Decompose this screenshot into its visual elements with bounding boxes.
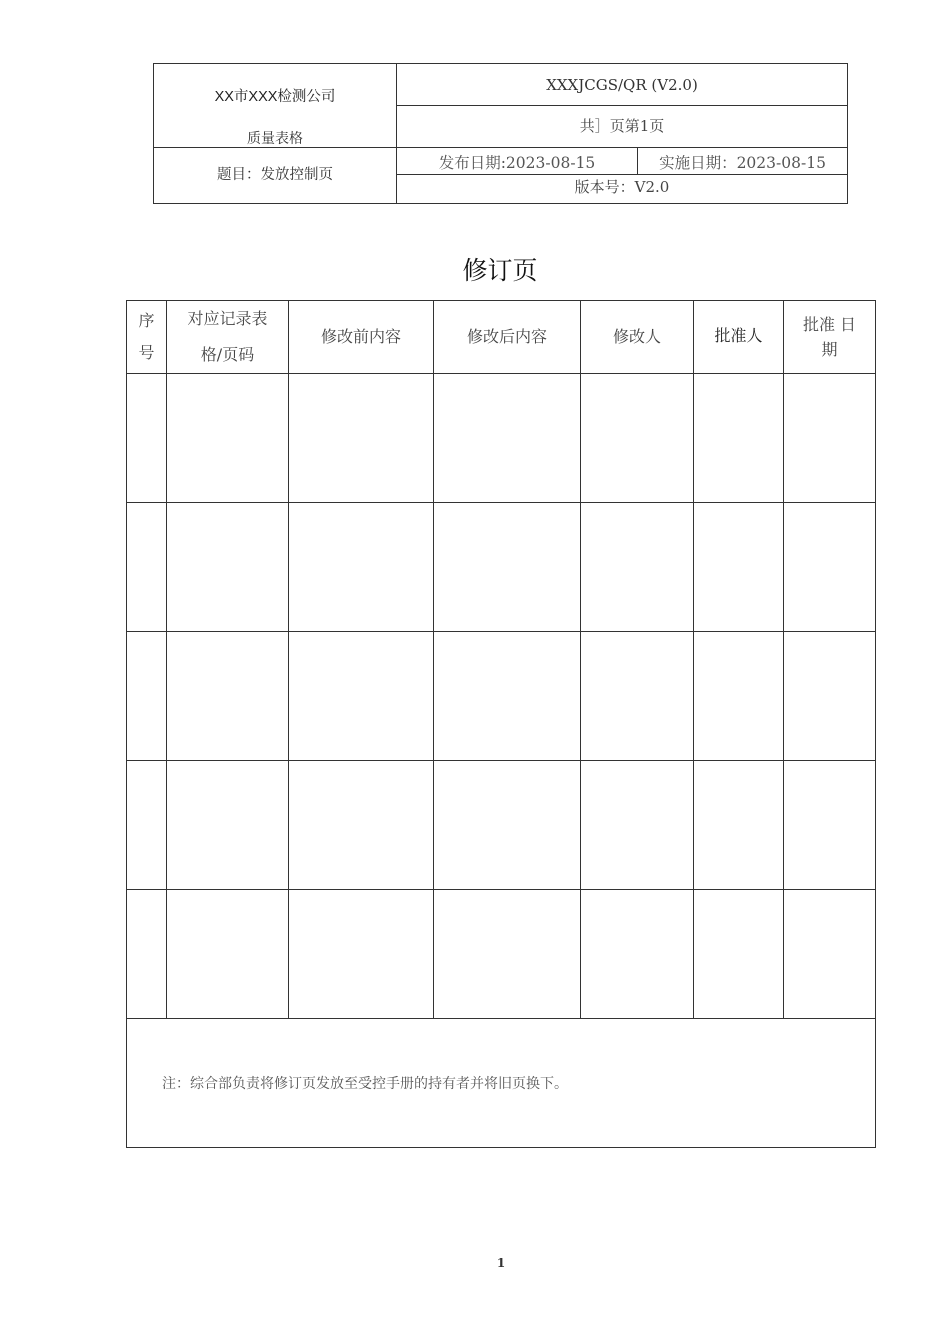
table-cell xyxy=(784,632,876,761)
document-code: XXXJCGS/QR (V2.0) xyxy=(546,76,698,94)
table-note: 注：综合部负责将修订页发放至受控手册的持有者并将旧页换下。 xyxy=(127,1019,876,1148)
header-divider-right-3 xyxy=(396,174,847,175)
table-cell xyxy=(127,503,167,632)
table-cell xyxy=(289,374,434,503)
table-cell xyxy=(289,503,434,632)
table-cell xyxy=(694,761,784,890)
table-cell xyxy=(127,374,167,503)
col-header-modifier xyxy=(581,301,694,374)
table-cell xyxy=(694,374,784,503)
table-cell xyxy=(289,890,434,1019)
table-cell xyxy=(784,761,876,890)
col-header-before xyxy=(289,301,434,374)
table-cell xyxy=(127,761,167,890)
company-name: XX市XXX检测公司 xyxy=(214,89,336,105)
table-cell xyxy=(694,890,784,1019)
col-header-before-label: 修改前内容 xyxy=(320,327,401,346)
table-cell xyxy=(434,503,581,632)
table-cell xyxy=(694,632,784,761)
form-type: 质量表格 xyxy=(247,131,303,147)
table-row xyxy=(127,503,876,632)
table-cell xyxy=(581,374,694,503)
table-row xyxy=(127,632,876,761)
col-header-approver xyxy=(694,301,784,374)
col-header-approve-date-label: 批准 日期 xyxy=(802,315,857,359)
document-header xyxy=(153,63,848,204)
page-count: 共］页第1页 xyxy=(579,117,665,135)
table-cell xyxy=(434,374,581,503)
table-cell xyxy=(127,632,167,761)
table-row xyxy=(127,890,876,1019)
table-row xyxy=(127,761,876,890)
implementation-date: 实施日期：2023-08-15 xyxy=(659,154,826,172)
table-cell xyxy=(167,890,289,1019)
table-cell xyxy=(581,761,694,890)
table-cell xyxy=(289,632,434,761)
table-cell xyxy=(434,761,581,890)
table-cell xyxy=(434,890,581,1019)
table-cell xyxy=(167,632,289,761)
page-number: 1 xyxy=(496,1256,506,1270)
table-cell xyxy=(784,374,876,503)
col-header-approver-label: 批准人 xyxy=(714,328,763,345)
col-header-approve-date xyxy=(784,301,876,374)
table-cell xyxy=(434,632,581,761)
col-header-seq xyxy=(127,301,167,374)
table-row xyxy=(127,374,876,503)
col-header-record xyxy=(167,301,289,374)
table-cell xyxy=(784,890,876,1019)
page-title: 修订页 xyxy=(462,256,538,285)
table-cell xyxy=(127,890,167,1019)
col-header-record-label: 对应记录表格/页码 xyxy=(187,309,268,364)
header-divider-left xyxy=(154,147,396,148)
version-number: 版本号：V2.0 xyxy=(574,178,670,196)
table-header-row xyxy=(127,301,876,374)
table-cell xyxy=(167,761,289,890)
col-header-after-label: 修改后内容 xyxy=(466,327,547,346)
table-cell xyxy=(784,503,876,632)
table-cell xyxy=(581,890,694,1019)
col-header-after xyxy=(434,301,581,374)
header-divider-right-2 xyxy=(396,147,847,148)
header-divider-right-1 xyxy=(396,105,847,106)
issue-date: 发布日期:2023-08-15 xyxy=(438,154,596,172)
table-cell xyxy=(167,374,289,503)
table-cell xyxy=(167,503,289,632)
col-header-seq-label: 序号 xyxy=(138,311,155,362)
revision-table xyxy=(126,300,876,1148)
table-note-row xyxy=(127,1019,876,1148)
table-cell xyxy=(694,503,784,632)
table-cell xyxy=(289,761,434,890)
document-subject: 题目：发放控制页 xyxy=(217,167,333,183)
table-cell xyxy=(581,503,694,632)
table-cell xyxy=(581,632,694,761)
col-header-modifier-label: 修改人 xyxy=(612,327,661,346)
